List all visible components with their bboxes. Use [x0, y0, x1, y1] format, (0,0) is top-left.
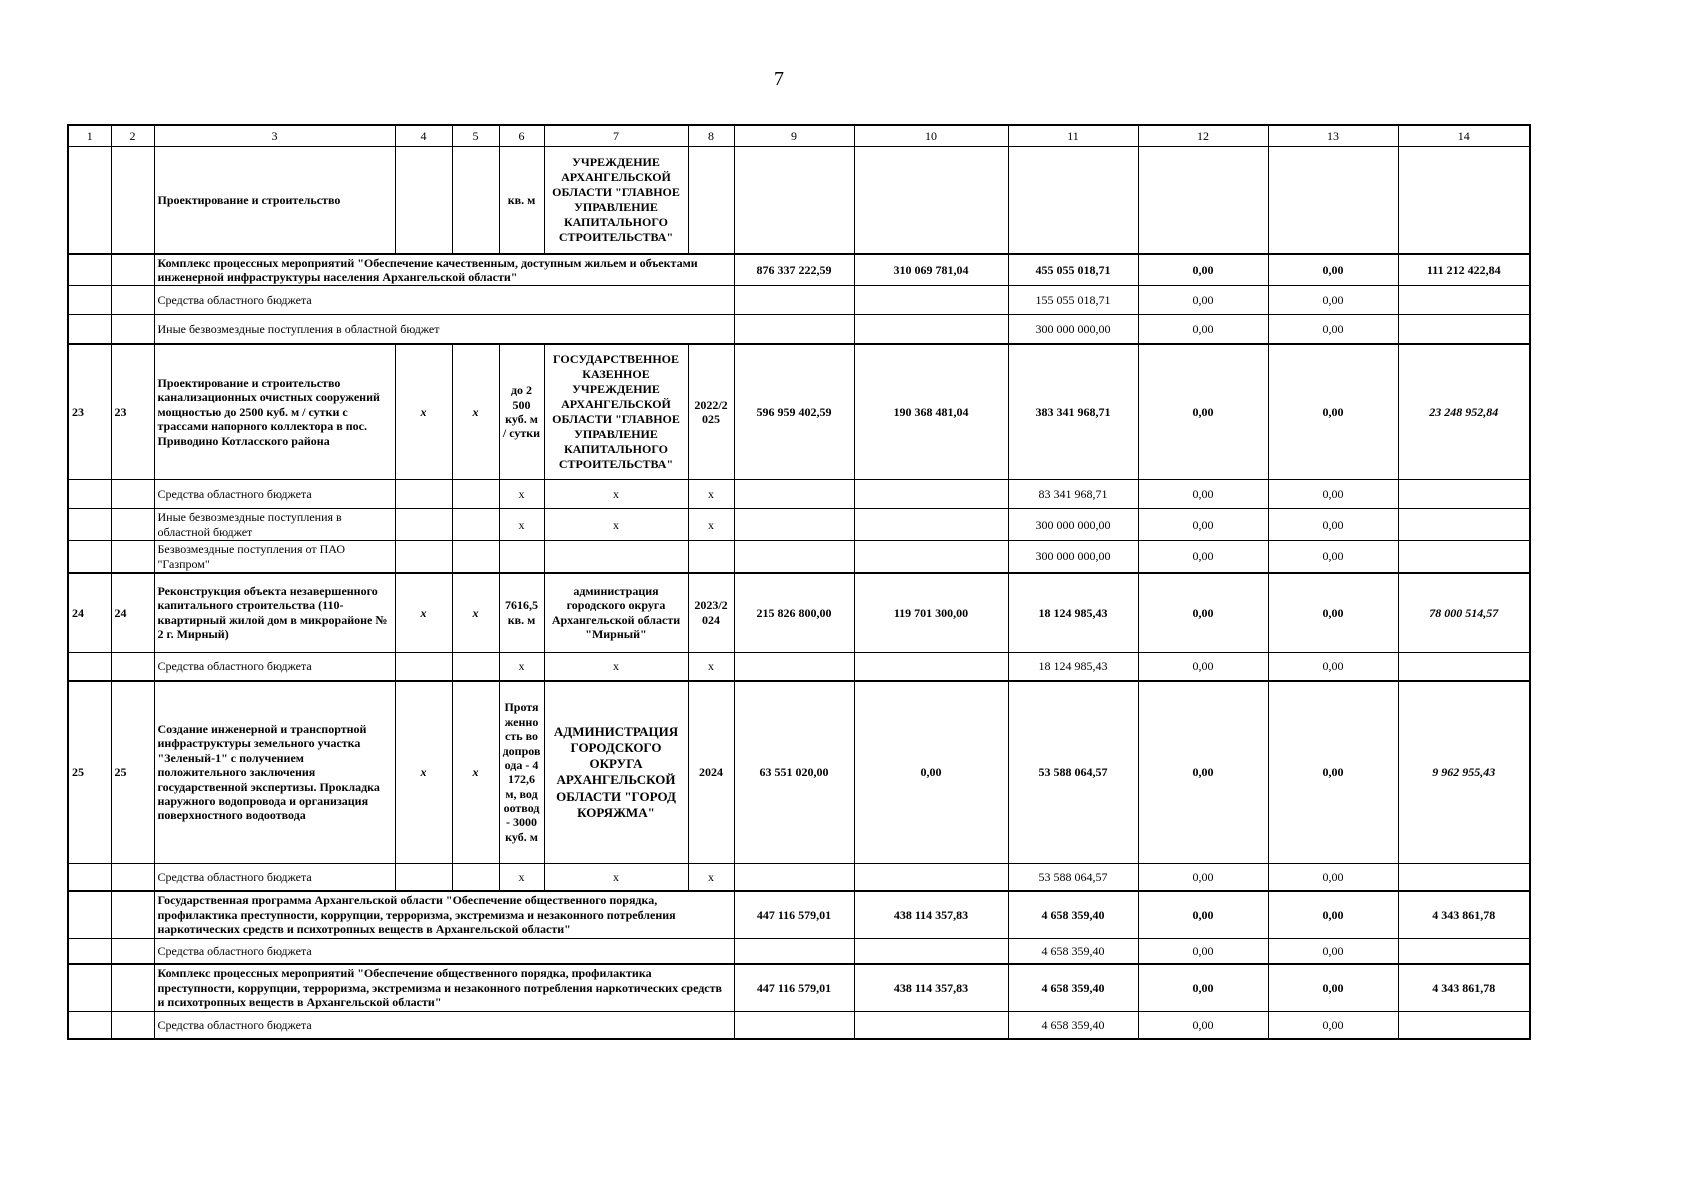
table-row: [68, 964, 1530, 1011]
row-number: 24: [68, 573, 111, 652]
value-cell: 0,00: [1138, 938, 1268, 964]
value-cell: 0,00: [1138, 681, 1268, 863]
funding-source: Средства областного бюджета: [154, 652, 395, 681]
header-cell: 9: [734, 125, 854, 147]
header-cell: 14: [1398, 125, 1530, 147]
value-cell: 0,00: [1268, 891, 1398, 938]
header-row: [68, 125, 1530, 147]
value-cell: 310 069 781,04: [854, 254, 1008, 286]
value-cell: 78 000 514,57: [1398, 573, 1530, 652]
table-row: Иные безвозмездные поступления в областной бюджет x x x 300 000 000,00 0,00 0,00: [68, 509, 1530, 541]
value-cell: 0,00: [1268, 541, 1398, 573]
value-cell: 300 000 000,00: [1008, 509, 1138, 541]
value-cell: 596 959 402,59: [734, 344, 854, 480]
table-row: 23 23 Проектирование и строительство канализационных очистных сооружений мощностью до 2500 куб. м / сутки с трассами напорного коллектора в пос. Приводино Котласского района x x до 2 500 куб. м / сутки ГОСУДАРСТВЕННОЕ КАЗЕННОЕ УЧРЕЖДЕНИЕ АРХАНГЕЛЬСКОЙ ОБЛАСТИ "ГЛАВНОЕ УПРАВЛЕНИЕ КАПИТАЛЬНОГО СТРОИТЕЛЬСТВА" 2022/2025 596 959 402,59 190 368 481,04 383 341 968,71 0,00 0,00 23 248 952,84: [68, 344, 1530, 480]
value-cell: 0,00: [1138, 964, 1268, 1011]
value-cell: 0,00: [1138, 652, 1268, 681]
program-name: Государственная программа Архангельской области "Обеспечение общественного порядка, профилактика преступности, коррупции, терроризма, экстремизма и незаконного потребления наркотических средств и психотропных веществ в Архангельской области": [154, 891, 734, 938]
value-cell: 0,00: [1268, 344, 1398, 480]
table-row: 24 24 Реконструкция объекта незавершенного капитального строительства (110-квартирный жилой дом в микрорайоне № 2 г. Мирный) x x 7616,5 кв. м администрация городского округа Архангельской области "Мирный" 2023/2024 215 826 800,00 119 701 300,00 18 124 985,43 0,00 0,00 78 000 514,57: [68, 573, 1530, 652]
value-cell: 4 343 861,78: [1398, 964, 1530, 1011]
table-row: [68, 315, 1530, 344]
header-cell: 5: [452, 125, 499, 147]
value-cell: 0,00: [854, 681, 1008, 863]
value-cell: 0,00: [1138, 509, 1268, 541]
table-row: Средства областного бюджета x x x 83 341 968,71 0,00 0,00: [68, 480, 1530, 509]
value-cell: 0,00: [1138, 891, 1268, 938]
value-cell: 190 368 481,04: [854, 344, 1008, 480]
value-cell: 63 551 020,00: [734, 681, 854, 863]
value-cell: 0,00: [1268, 509, 1398, 541]
object-name: Реконструкция объекта незавершенного капитального строительства (110-квартирный жилой дом в микрорайоне № 2 г. Мирный): [154, 573, 395, 652]
value-cell: 300 000 000,00: [1008, 315, 1138, 344]
value-cell: 455 055 018,71: [1008, 254, 1138, 286]
value-cell: 0,00: [1138, 480, 1268, 509]
table-row: [68, 891, 1530, 938]
value-cell: 876 337 222,59: [734, 254, 854, 286]
header-cell: 6: [499, 125, 544, 147]
value-cell: 23 248 952,84: [1398, 344, 1530, 480]
table-row: 25 25 Создание инженерной и транспортной инфраструктуры земельного участка "Зеленый-1" с получением положительного заключения государственной экспертизы. Прокладка наружного водопровода и организация поверхностного водоотвода x x Протяженность водопровода - 4172,6 м, водоотвод - 3000 куб. м АДМИНИСТРАЦИЯ ГОРОДСКОГО ОКРУГА АРХАНГЕЛЬСКОЙ ОБЛАСТИ "ГОРОД КОРЯЖМА" 2024 63 551 020,00 0,00 53 588 064,57 0,00 0,00 9 962 955,43: [68, 681, 1530, 863]
funding-source: Средства областного бюджета: [154, 863, 395, 891]
row-number: 24: [111, 573, 154, 652]
value-cell: 0,00: [1268, 652, 1398, 681]
object-name: Проектирование и строительство: [154, 147, 395, 254]
row-number: 25: [68, 681, 111, 863]
capacity-cell: кв. м: [499, 147, 544, 254]
value-cell: 447 116 579,01: [734, 964, 854, 1011]
organization-cell: ГОСУДАРСТВЕННОЕ КАЗЕННОЕ УЧРЕЖДЕНИЕ АРХАНГЕЛЬСКОЙ ОБЛАСТИ "ГЛАВНОЕ УПРАВЛЕНИЕ КАПИТАЛЬНОГО СТРОИТЕЛЬСТВА": [544, 344, 688, 480]
funding-source: Средства областного бюджета: [154, 1011, 734, 1039]
value-cell: 0,00: [1138, 863, 1268, 891]
value-cell: 119 701 300,00: [854, 573, 1008, 652]
value-cell: 0,00: [1138, 1011, 1268, 1039]
funding-source: Средства областного бюджета: [154, 286, 734, 315]
funding-source: Иные безвозмездные поступления в областной бюджет: [154, 315, 734, 344]
table-row: [68, 147, 1530, 254]
budget-table: [67, 124, 1531, 1040]
table-row: [68, 286, 1530, 315]
capacity-cell: Протяженность водопровода - 4172,6 м, водоотвод - 3000 куб. м: [499, 681, 544, 863]
row-number: 23: [68, 344, 111, 480]
table-row: [68, 1011, 1530, 1039]
table-row: Средства областного бюджета x x x 53 588 064,57 0,00 0,00: [68, 863, 1530, 891]
value-cell: 18 124 985,43: [1008, 652, 1138, 681]
value-cell: 0,00: [1268, 863, 1398, 891]
value-cell: 83 341 968,71: [1008, 480, 1138, 509]
value-cell: 9 962 955,43: [1398, 681, 1530, 863]
value-cell: 111 212 422,84: [1398, 254, 1530, 286]
value-cell: 215 826 800,00: [734, 573, 854, 652]
value-cell: 0,00: [1268, 480, 1398, 509]
value-cell: 438 114 357,83: [854, 964, 1008, 1011]
value-cell: 438 114 357,83: [854, 891, 1008, 938]
header-cell: 4: [395, 125, 452, 147]
funding-source: Безвозмездные поступления от ПАО "Газпром": [154, 541, 395, 573]
value-cell: 447 116 579,01: [734, 891, 854, 938]
organization-cell: УЧРЕЖДЕНИЕ АРХАНГЕЛЬСКОЙ ОБЛАСТИ "ГЛАВНОЕ УПРАВЛЕНИЕ КАПИТАЛЬНОГО СТРОИТЕЛЬСТВА": [544, 147, 688, 254]
value-cell: 383 341 968,71: [1008, 344, 1138, 480]
object-name: Создание инженерной и транспортной инфраструктуры земельного участка "Зеленый-1" с получением положительного заключения государственной экспертизы. Прокладка наружного водопровода и организация поверхностного водоотвода: [154, 681, 395, 863]
header-cell: 11: [1008, 125, 1138, 147]
value-cell: 0,00: [1138, 254, 1268, 286]
complex-name: Комплекс процессных мероприятий "Обеспечение общественного порядка, профилактика преступности, коррупции, терроризма, экстремизма и незаконного потребления наркотических средств и психотропных веществ в Архангельской области": [154, 964, 734, 1011]
header-cell: 12: [1138, 125, 1268, 147]
page-number: 7: [774, 68, 784, 90]
funding-source: Иные безвозмездные поступления в областной бюджет: [154, 509, 395, 541]
header-cell: 13: [1268, 125, 1398, 147]
table-row: [68, 938, 1530, 964]
value-cell: 0,00: [1268, 315, 1398, 344]
organization-cell: администрация городского округа Архангельской области "Мирный": [544, 573, 688, 652]
value-cell: 0,00: [1138, 344, 1268, 480]
row-number: 23: [111, 344, 154, 480]
header-cell: 10: [854, 125, 1008, 147]
value-cell: 53 588 064,57: [1008, 681, 1138, 863]
value-cell: 0,00: [1268, 938, 1398, 964]
years-cell: 2023/2024: [688, 573, 734, 652]
value-cell: 155 055 018,71: [1008, 286, 1138, 315]
value-cell: 0,00: [1268, 286, 1398, 315]
header-cell: 7: [544, 125, 688, 147]
years-cell: 2024: [688, 681, 734, 863]
value-cell: 0,00: [1138, 573, 1268, 652]
value-cell: 0,00: [1268, 254, 1398, 286]
header-cell: 3: [154, 125, 395, 147]
header-cell: 2: [111, 125, 154, 147]
table-row: [68, 541, 1530, 573]
value-cell: 18 124 985,43: [1008, 573, 1138, 652]
table-row: Средства областного бюджета x x x 18 124 985,43 0,00 0,00: [68, 652, 1530, 681]
value-cell: 0,00: [1268, 964, 1398, 1011]
value-cell: 4 343 861,78: [1398, 891, 1530, 938]
value-cell: 4 658 359,40: [1008, 891, 1138, 938]
value-cell: 53 588 064,57: [1008, 863, 1138, 891]
value-cell: 0,00: [1138, 315, 1268, 344]
complex-name: Комплекс процессных мероприятий "Обеспечение качественным, доступным жильем и объектами инженерной инфраструктуры населения Архангельской области": [154, 254, 734, 286]
value-cell: 4 658 359,40: [1008, 1011, 1138, 1039]
value-cell: 0,00: [1268, 681, 1398, 863]
value-cell: 0,00: [1138, 541, 1268, 573]
funding-source: Средства областного бюджета: [154, 938, 734, 964]
table-row: [68, 254, 1530, 286]
capacity-cell: 7616,5 кв. м: [499, 573, 544, 652]
object-name: Проектирование и строительство канализационных очистных сооружений мощностью до 2500 куб. м / сутки с трассами напорного коллектора в пос. Приводино Котласского района: [154, 344, 395, 480]
value-cell: 300 000 000,00: [1008, 541, 1138, 573]
funding-source: Средства областного бюджета: [154, 480, 395, 509]
years-cell: 2022/2025: [688, 344, 734, 480]
value-cell: 4 658 359,40: [1008, 938, 1138, 964]
header-cell: 1: [68, 125, 111, 147]
row-number: 25: [111, 681, 154, 863]
header-cell: 8: [688, 125, 734, 147]
value-cell: 0,00: [1268, 573, 1398, 652]
value-cell: 0,00: [1268, 1011, 1398, 1039]
capacity-cell: до 2 500 куб. м / сутки: [499, 344, 544, 480]
value-cell: 0,00: [1138, 286, 1268, 315]
organization-cell: АДМИНИСТРАЦИЯ ГОРОДСКОГО ОКРУГА АРХАНГЕЛЬСКОЙ ОБЛАСТИ "ГОРОД КОРЯЖМА": [544, 681, 688, 863]
value-cell: 4 658 359,40: [1008, 964, 1138, 1011]
